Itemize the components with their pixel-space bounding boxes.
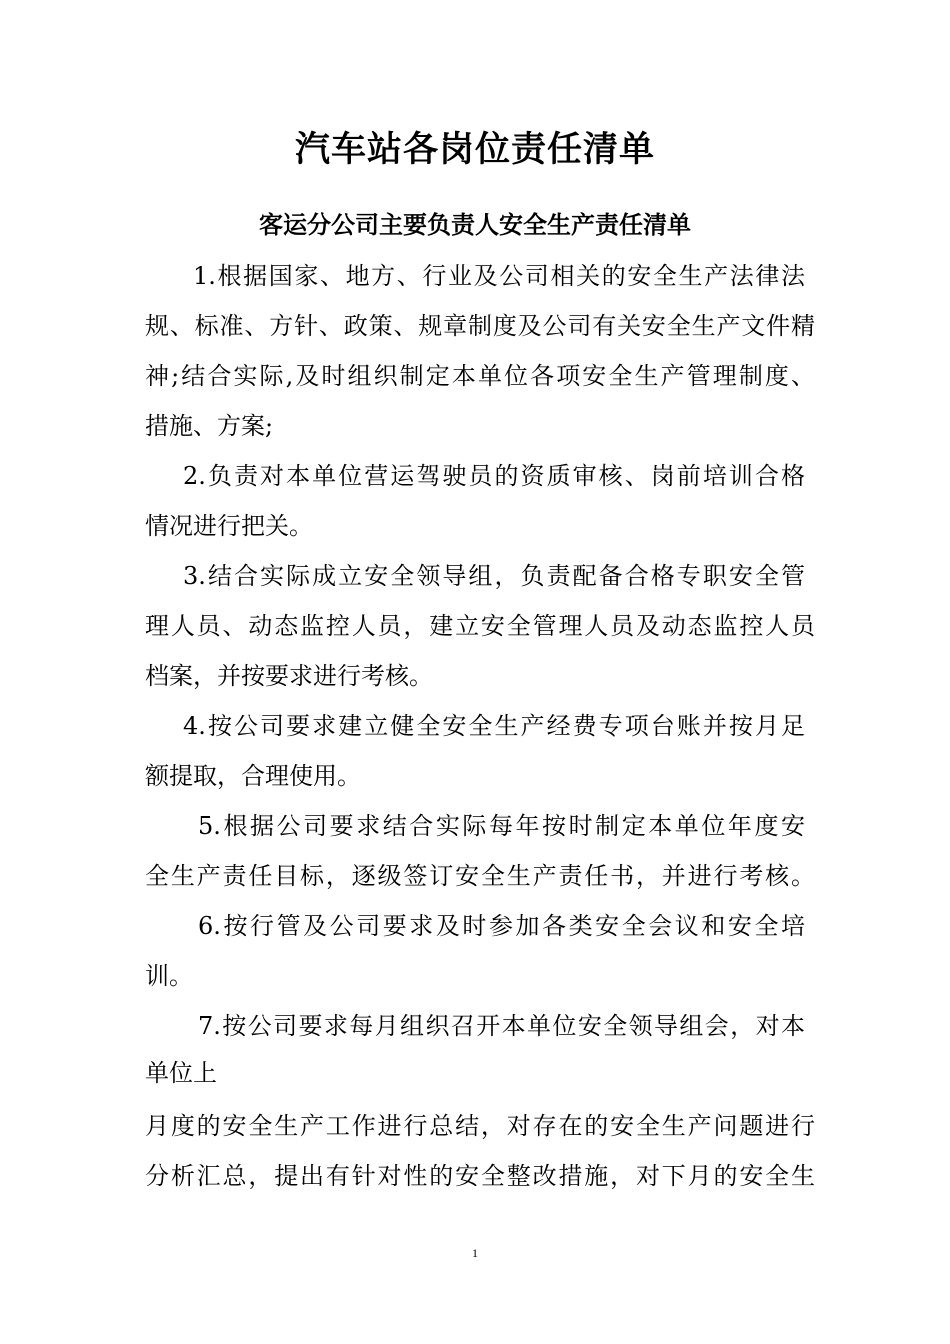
paragraph-line: 档案，并按要求进行考核。 — [145, 662, 433, 690]
paragraph-line: 7.按公司要求每月组织召开本单位安全领导组会，对本 — [198, 1012, 805, 1040]
paragraph-line: 全生产责任目标，逐级签订安全生产责任书，并进行考核。 — [145, 862, 815, 890]
paragraph-line: 1.根据国家、地方、行业及公司相关的安全生产法律法 — [193, 262, 805, 290]
paragraph-line: 训。 — [145, 962, 193, 990]
paragraph-line: 单位上 — [145, 1059, 217, 1087]
paragraph-line: 6.按行管及公司要求及时参加各类安全会议和安全培 — [198, 912, 805, 940]
paragraph-line: 额提取，合理使用。 — [145, 762, 361, 790]
paragraph-line: 分析汇总，提出有针对性的安全整改措施，对下月的安全生 — [145, 1162, 815, 1190]
paragraph-line: 规、标准、方针、政策、规章制度及公司有关安全生产文件精 — [145, 312, 815, 340]
paragraph-line: 理人员、动态监控人员，建立安全管理人员及动态监控人员 — [145, 612, 815, 640]
paragraph-line: 措施、方案; — [145, 412, 274, 440]
paragraph-line: 4.按公司要求建立健全安全生产经费专项台账并按月足 — [183, 712, 805, 740]
page-number: 1 — [472, 1246, 478, 1260]
paragraph-line: 5.根据公司要求结合实际每年按时制定本单位年度安 — [198, 812, 805, 840]
paragraph-line: 月度的安全生产工作进行总结，对存在的安全生产问题进行 — [145, 1112, 815, 1140]
paragraph-line: 2.负责对本单位营运驾驶员的资质审核、岗前培训合格 — [183, 462, 805, 490]
document-title: 汽车站各岗位责任清单 — [294, 129, 655, 170]
paragraph-line: 神;结合实际,及时组织制定本单位各项安全生产管理制度、 — [145, 362, 815, 390]
paragraph-line: 3.结合实际成立安全领导组，负责配备合格专职安全管 — [183, 562, 805, 590]
paragraph-line: 情况进行把关。 — [145, 512, 313, 540]
section-title: 客运分公司主要负责人安全生产责任清单 — [259, 210, 691, 239]
